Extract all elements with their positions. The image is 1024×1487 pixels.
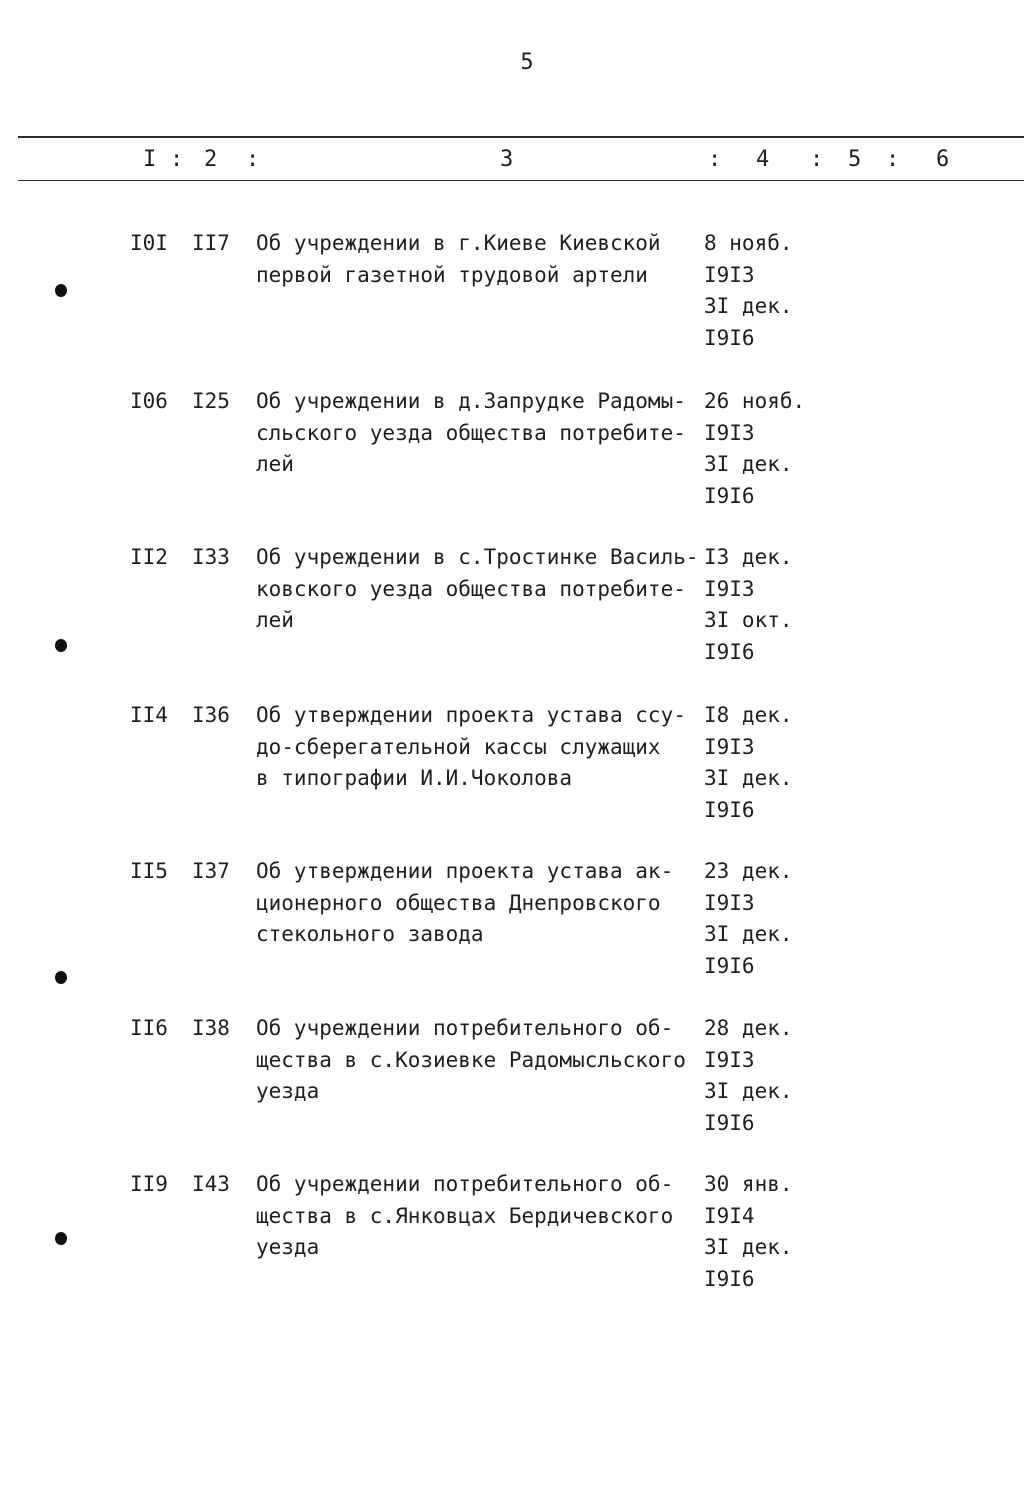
- entry-title: [256, 228, 661, 291]
- document-entry: [0, 700, 1024, 840]
- entry-date-line: 3I дек.: [704, 452, 793, 476]
- column-header-5: 5: [848, 147, 862, 172]
- entry-title-line: до-сберегательной кассы служащих: [256, 734, 661, 759]
- entry-title-line: стекольного завода: [256, 922, 484, 946]
- entry-title-line: ционерного общества Днепровского: [256, 890, 661, 915]
- entry-date-line: 3I дек.: [704, 294, 793, 318]
- entry-title-line: Об утверждении проекта устава ак-: [256, 859, 674, 883]
- entry-folio: II7: [192, 231, 230, 255]
- entry-dates: [704, 700, 793, 826]
- entry-title-line: щества в с.Янковцах Бердичевского: [256, 1203, 674, 1228]
- entry-date-line: I9I4: [704, 1203, 755, 1228]
- entry-date-line: I9I6: [704, 483, 755, 508]
- entry-folio: I33: [192, 545, 230, 569]
- entry-title: [256, 542, 699, 637]
- entry-date-line: I9I3: [704, 420, 755, 445]
- entry-folio: I36: [192, 703, 230, 727]
- entry-date-line: I9I3: [704, 734, 755, 759]
- entry-date-line: I9I3: [704, 1047, 755, 1072]
- entry-title-line: уезда: [256, 1079, 320, 1103]
- entry-date-line: 28 дек.: [704, 1016, 793, 1040]
- entry-date-line: I9I6: [704, 1110, 755, 1135]
- entry-date-line: 3I дек.: [704, 922, 793, 946]
- entry-title-line: ковского уезда общества потребите-: [256, 576, 686, 601]
- entry-title-line: щества в с.Козиевке Радомысльского: [256, 1047, 686, 1072]
- entry-date-line: I9I6: [704, 953, 755, 978]
- entry-title-line: сльского уезда общества потребите-: [256, 420, 686, 445]
- entry-title-line: Об учреждении в д.Запрудке Радомы-: [256, 389, 686, 413]
- entry-dates: [704, 542, 793, 668]
- entry-date-line: 3I дек.: [704, 1079, 793, 1103]
- entry-date-line: I9I3: [704, 576, 755, 601]
- entry-title: [256, 386, 686, 481]
- header-rule-bottom: [18, 180, 1024, 181]
- entry-number: II2: [130, 545, 168, 569]
- column-separator: :: [886, 147, 900, 172]
- entry-title: [256, 1013, 686, 1108]
- entry-date-line: I9I6: [704, 325, 755, 350]
- page-number: 5: [520, 50, 534, 75]
- entry-date-line: 8 нояб.: [704, 231, 793, 255]
- entry-date-line: 30 янв.: [704, 1172, 793, 1196]
- document-entry: [0, 542, 1024, 682]
- column-header-3: 3: [500, 147, 514, 172]
- column-separator: :: [170, 147, 184, 172]
- entry-date-line: I3 дек.: [704, 545, 793, 569]
- entry-title-line: в типографии И.И.Чоколова: [256, 766, 573, 790]
- column-header-2: 2: [204, 147, 218, 172]
- entry-folio: I37: [192, 859, 230, 883]
- entry-title-line: Об учреждении в с.Тростинке Василь-: [256, 545, 699, 569]
- entry-date-line: 3I дек.: [704, 1235, 793, 1259]
- entry-folio: I25: [192, 389, 230, 413]
- document-entry: [0, 1013, 1024, 1153]
- entry-date-line: I9I3: [704, 890, 755, 915]
- entry-date-line: I9I6: [704, 797, 755, 822]
- entry-folio: I38: [192, 1016, 230, 1040]
- entry-date-line: 3I дек.: [704, 766, 793, 790]
- entry-dates: [704, 386, 805, 512]
- entry-date-line: I9I6: [704, 1266, 755, 1291]
- entry-date-line: I9I3: [704, 262, 755, 287]
- entry-folio: I43: [192, 1172, 230, 1196]
- entry-title-line: Об утверждении проекта устава ссу-: [256, 703, 686, 727]
- header-rule-top: [18, 136, 1024, 138]
- entry-number: II6: [130, 1016, 168, 1040]
- entry-date-line: I9I6: [704, 639, 755, 664]
- entry-dates: [704, 1169, 793, 1295]
- document-entry: [0, 228, 1024, 368]
- entry-title-line: уезда: [256, 1235, 320, 1259]
- entry-dates: [704, 228, 793, 354]
- entry-date-line: 3I окт.: [704, 608, 793, 632]
- entry-number: II5: [130, 859, 168, 883]
- entry-dates: [704, 1013, 793, 1139]
- column-separator: :: [810, 147, 824, 172]
- entry-title-line: лей: [256, 608, 294, 632]
- entry-title-line: первой газетной трудовой артели: [256, 262, 648, 287]
- entry-date-line: 23 дек.: [704, 859, 793, 883]
- column-header-1: I: [143, 147, 157, 172]
- entry-number: II9: [130, 1172, 168, 1196]
- column-separator: :: [708, 147, 722, 172]
- document-entry: [0, 1169, 1024, 1309]
- entry-title: [256, 1169, 673, 1264]
- entry-title-line: Об учреждении потребительного об-: [256, 1016, 674, 1040]
- entry-title-line: Об учреждении потребительного об-: [256, 1172, 674, 1196]
- entry-title: [256, 700, 686, 795]
- document-entry: [0, 856, 1024, 996]
- entry-date-line: I8 дек.: [704, 703, 793, 727]
- column-header-6: 6: [936, 147, 950, 172]
- entry-title-line: Об учреждении в г.Киеве Киевской: [256, 231, 661, 255]
- entry-number: I0I: [130, 231, 168, 255]
- document-entry: [0, 386, 1024, 526]
- column-separator: :: [246, 147, 260, 172]
- entry-title-line: лей: [256, 452, 294, 476]
- entry-number: I06: [130, 389, 168, 413]
- entry-number: II4: [130, 703, 168, 727]
- entry-title: [256, 856, 673, 951]
- column-header-4: 4: [756, 147, 770, 172]
- entry-date-line: 26 нояб.: [704, 389, 806, 413]
- entry-dates: [704, 856, 793, 982]
